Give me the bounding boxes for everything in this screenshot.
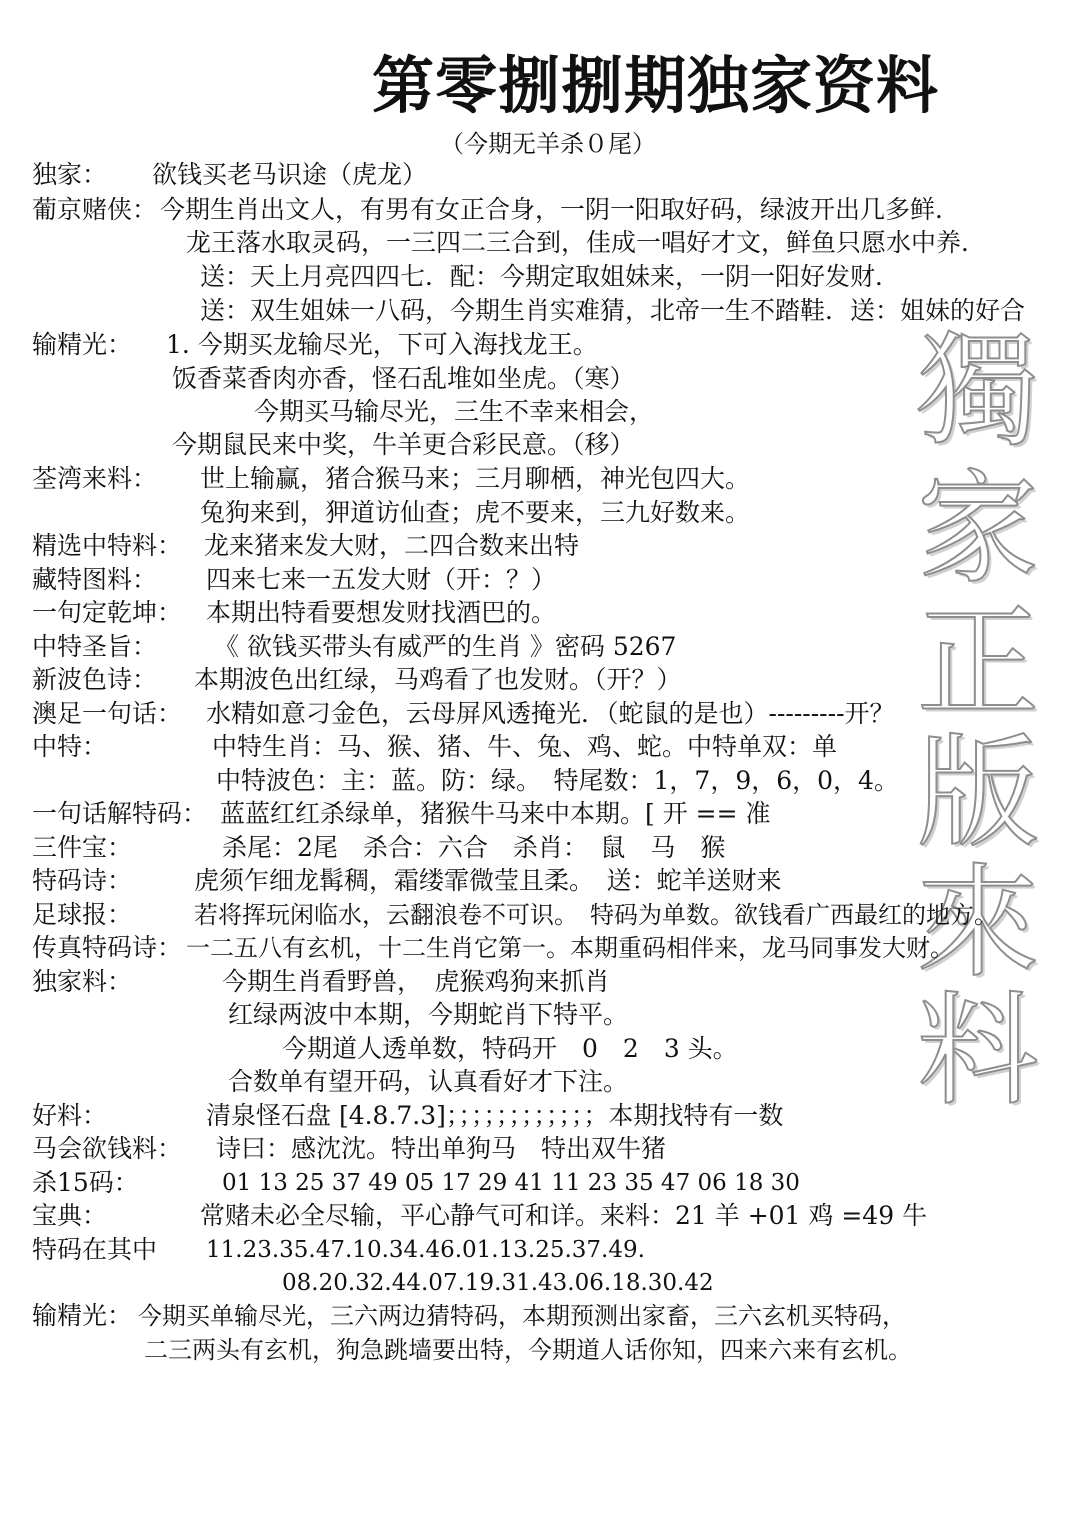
row-label: 荃湾来料：: [32, 464, 158, 493]
watermark-char: 正: [917, 592, 1039, 734]
row-text: 本期波色出红绿，马鸡看了也发财。（开？）: [194, 665, 682, 694]
row-text: 今期生肖出文人，有男有女正合身，一阴一阳取好码，绿波开出几多鲜．: [160, 195, 961, 224]
row-text: 送：双生姐妹一八码，今期生肖实难猜，北帝一生不踏鞋．送：姐妹的好合: [200, 296, 1026, 325]
row-text: 饭香菜香肉亦香，怪石乱堆如坐虎。（寒）: [172, 364, 635, 393]
row-label: 中特圣旨：: [32, 632, 158, 661]
row-label: 独家：: [32, 160, 108, 189]
watermark-char: 獨: [917, 320, 1039, 462]
row-label: 一句定乾坤：: [32, 598, 183, 627]
row-text: 送：天上月亮四四七．配：今期定取姐妹来，一阴一阳好发财．: [200, 262, 901, 291]
row-text: 今期买马输尽光，三生不幸来相会，: [254, 397, 655, 426]
row-text: 今期生肖看野兽， 虎猴鸡狗来抓肖: [222, 967, 610, 996]
row-label: 传真特码诗：: [32, 933, 183, 962]
row-text: 若将挥玩闲临水，云翻浪卷不可识。 特码为单数。欲钱看广西最红的地方。: [194, 901, 998, 929]
row-text: 今期道人透单数，特码开 0 2 3 头。: [282, 1034, 738, 1063]
row-label: 三件宝：: [32, 833, 133, 862]
row-text: 1. 今期买龙输尽光，下可入海找龙王。: [166, 330, 598, 359]
row-label: 马会欲钱料：: [32, 1134, 183, 1163]
row-label: 输精光：: [32, 1301, 133, 1330]
row-text: 二三两头有玄机，狗急跳墙要出特，今期道人话你知，四来六来有玄机。: [144, 1336, 912, 1364]
row-label: 特码在其中: [32, 1235, 158, 1264]
row-text: 龙来猪来发大财，二四合数来出特: [204, 531, 580, 560]
row-text: 蓝蓝红红杀绿单，猪猴牛马来中本期。[ 开 == 准: [220, 799, 771, 828]
row-text: 01 13 25 37 49 05 17 29 41 11 23 35 47 06 18 30: [222, 1170, 800, 1196]
row-text: 龙王落水取灵码，一三四二三合到，佳成一唱好才文，鲜鱼只愿水中养．: [186, 228, 987, 257]
row-label: 独家料：: [32, 967, 133, 996]
row-label: 藏特图料：: [32, 565, 158, 594]
row-label: 精选中特料：: [32, 531, 183, 560]
row-label: 一句话解特码：: [32, 799, 208, 828]
row-text: 水精如意刁金色，云母屏风透掩光．（蛇鼠的是也）---------开？: [206, 699, 895, 728]
row-text: 诗曰：感沈沈。特出单狗马 特出双牛猪: [216, 1134, 667, 1163]
row-text: 杀尾：2尾 杀合：六合 杀肖： 鼠 马 猴: [222, 833, 726, 862]
row-text: 红绿两波中本期，今期蛇肖下特平。: [228, 1000, 629, 1029]
row-text: 一二五八有玄机，十二生肖它第一。本期重码相伴来，龙马同事发大财。: [186, 934, 954, 962]
row-label: 特码诗：: [32, 866, 133, 895]
row-text: 欲钱买老马识途（虎龙）: [152, 160, 428, 189]
row-text: 今期鼠民来中奖，牛羊更合彩民意。（移）: [172, 430, 635, 459]
row-label: 杀15码：: [32, 1168, 139, 1197]
row-text: 《 欲钱买带头有威严的生肖 》密码 5267: [214, 632, 677, 661]
watermark-char: 版: [917, 722, 1039, 864]
row-text: 11.23.35.47.10.34.46.01.13.25.37.49.: [206, 1237, 645, 1263]
watermark-char: 家: [917, 458, 1039, 600]
row-text: 兔狗来到，狎道访仙查；虎不要来，三九好数来。: [200, 498, 751, 527]
row-text: 中特波色：主：蓝。防：绿。 特尾数：1，7，9，6，0，4。: [216, 766, 899, 795]
watermark-char: 來: [917, 852, 1039, 994]
row-text: 虎须乍细龙髯稠，霜缕霏微莹且柔。 送：蛇羊送财来: [194, 866, 782, 895]
page-title: 第零捌捌期独家资料: [372, 49, 940, 122]
row-text: 世上输赢，猪合猴马来；三月聊栖，神光包四大。: [200, 464, 751, 493]
row-label: 中特：: [32, 732, 108, 761]
row-label: 好料：: [32, 1101, 108, 1130]
row-text: 08.20.32.44.07.19.31.43.06.18.30.42: [282, 1270, 714, 1296]
page-subtitle: （今期无羊杀０尾）: [440, 130, 656, 158]
row-label: 葡京赌侠：: [32, 195, 158, 224]
row-text: 中特生肖：马、猴、猪、牛、兔、鸡、蛇。中特单双：单: [212, 732, 838, 761]
row-label: 澳足一句话：: [32, 699, 183, 728]
row-label: 新波色诗：: [32, 665, 158, 694]
row-label: 宝典：: [32, 1201, 108, 1230]
row-text: 本期出特看要想发财找酒巴的。: [206, 598, 557, 627]
row-label: 足球报：: [32, 900, 133, 929]
row-text: 常赌未必全尽输，平心静气可和详。来料：21 羊 +01 鸡 =49 牛: [200, 1201, 928, 1230]
watermark-char: 料: [917, 980, 1039, 1122]
row-text: 四来七来一五发大财（开：？）: [206, 565, 557, 594]
row-text: 合数单有望开码，认真看好才下注。: [228, 1067, 629, 1096]
row-label: 输精光：: [32, 330, 133, 359]
row-text: 清泉怪石盘 [4.8.7.3]；；；；；；；；；；；；本期找特有一数: [206, 1101, 784, 1130]
row-text: 今期买单输尽光，三六两边猜特码，本期预测出家畜，三六玄机买特码，: [138, 1302, 906, 1330]
